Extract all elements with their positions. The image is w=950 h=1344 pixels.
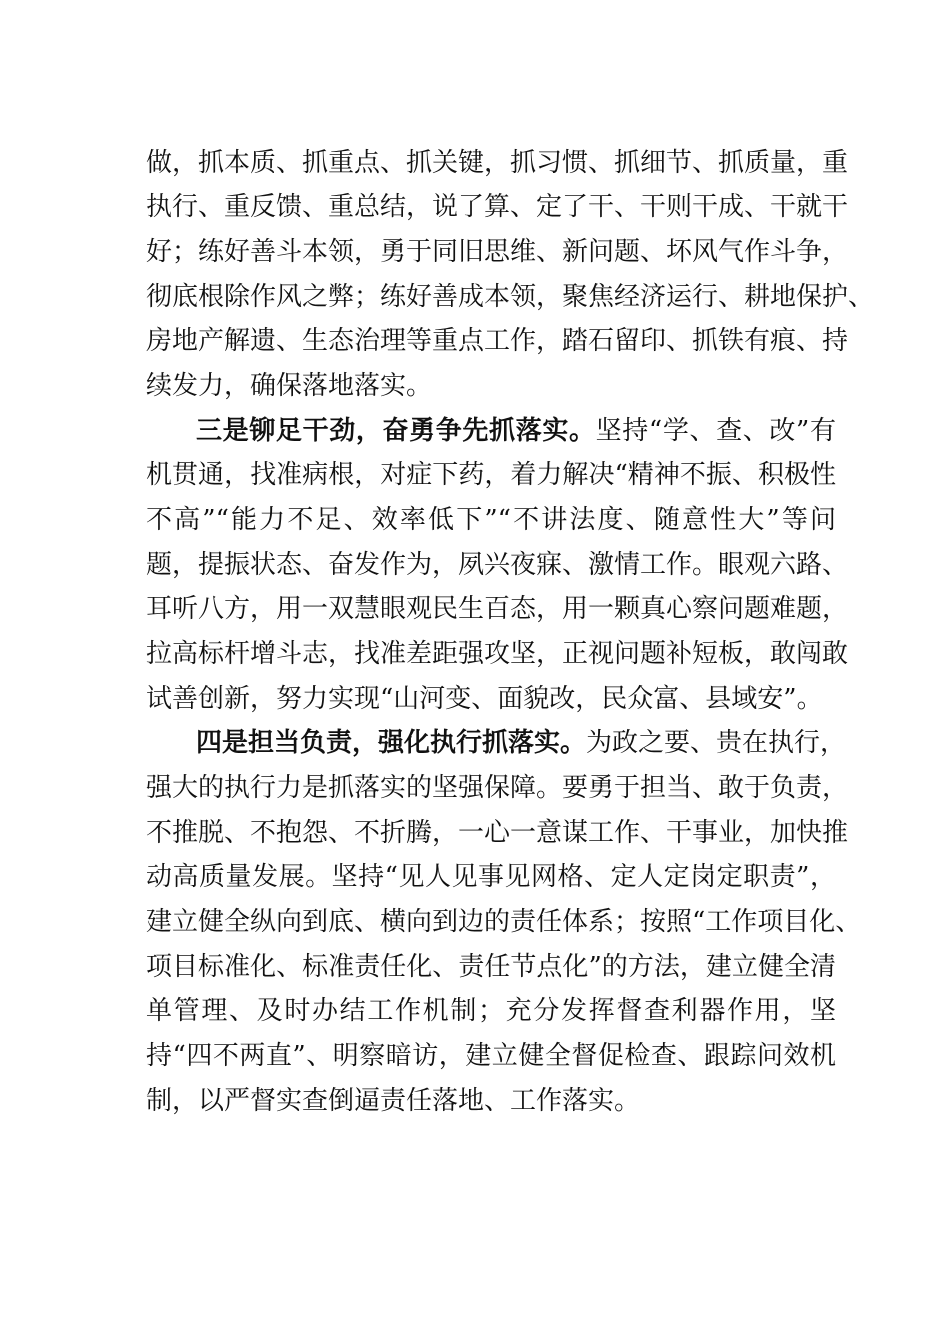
- para2-line-3: 不高”“能力不足、效率低下”“不讲法度、随意性大”等问: [146, 505, 836, 535]
- para3-line-8: 持“四不两直”、明察暗访，建立健全督促检查、跟踪问效机: [146, 1041, 836, 1071]
- para1-line-5: 房地产解遗、生态治理等重点工作，踏石留印、抓铁有痕、持: [146, 326, 849, 356]
- para1-line-3: 好；练好善斗本领，勇于同旧思维、新问题、坏风气作斗争，: [146, 237, 849, 267]
- para3-line-4: 动高质量发展。坚持“见人见事见网格、定人定岗定职责”，: [146, 862, 836, 892]
- para1-line-2: 执行、重反馈、重总结，说了算、定了干、干则干成、干就干: [146, 192, 849, 222]
- para3-line-1: [196, 728, 847, 758]
- para2-line-1: [196, 416, 836, 446]
- para1-line-4: 彻底根除作风之弊；练好善成本领，聚焦经济运行、耕地保护、: [146, 282, 875, 312]
- para3-first-line-text: 为政之要、贵在执行，: [586, 728, 847, 758]
- para3-line-7: 单管理、及时办结工作机制；充分发挥督查利器作用，坚: [146, 996, 836, 1026]
- para3-line-9: 制，以严督实查倒逼责任落地、工作落实。: [146, 1086, 641, 1116]
- para2-lead-heading: 三是铆足干劲，奋勇争先抓落实。: [196, 416, 596, 446]
- para3-line-3: 不推脱、不抱怨、不折腾，一心一意谋工作、干事业，加快推: [146, 818, 849, 848]
- para3-line-2: 强大的执行力是抓落实的坚强保障。要勇于担当、敢于负责，: [146, 773, 849, 803]
- para2-line-7: 试善创新，努力实现“山河变、面貌改，民众富、县域安”。: [146, 684, 823, 714]
- para2-line-4: 题，提振状态、奋发作为，夙兴夜寐、激情工作。眼观六路、: [146, 550, 849, 580]
- para1-line-1: 做，抓本质、抓重点、抓关键，抓习惯、抓细节、抓质量，重: [146, 148, 849, 178]
- para2-first-line-text: 坚持“学、查、改”有: [595, 416, 836, 446]
- para3-line-5: 建立健全纵向到底、横向到边的责任体系；按照“工作项目化、: [146, 907, 862, 937]
- para1-line-6: 续发力，确保落地落实。: [146, 371, 433, 401]
- para3-line-6: 项目标准化、标准责任化、责任节点化”的方法，建立健全清: [146, 952, 836, 982]
- para2-line-6: 拉高标杆增斗志，找准差距强攻坚，正视问题补短板，敢闯敢: [146, 639, 849, 669]
- para2-line-5: 耳听八方，用一双慧眼观民生百态，用一颗真心察问题难题，: [146, 594, 849, 624]
- para2-line-2: 机贯通，找准病根，对症下药，着力解决“精神不振、积极性: [146, 460, 836, 490]
- para3-lead-heading: 四是担当负责，强化执行抓落实。: [196, 728, 587, 758]
